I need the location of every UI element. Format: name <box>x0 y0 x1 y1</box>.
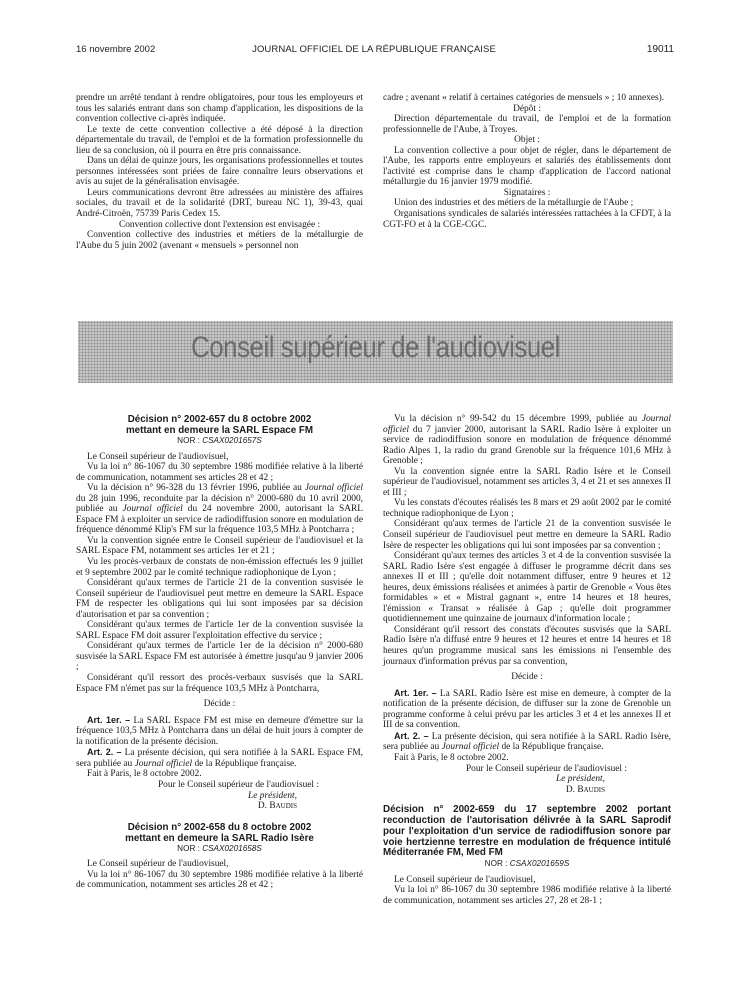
signature-name: D. Baudis <box>257 801 297 812</box>
paragraph: Organisations syndicales de salariés intéressées rattachées à la CFDT, à la CGT-FO et à la CGE-CGC. <box>383 209 671 230</box>
section-banner <box>78 321 673 383</box>
decision-title: Décision n° 2002-657 du 8 octobre 2002 <box>127 414 312 425</box>
decision-title: Décision n° 2002-659 du 17 septembre 2002 portant reconduction de l'autorisation délivrée à la SARL Saprodif pour l'exploitation d'un service de radiodiffusion sonore par voie hertzienne terrestre en modulation de fréquence intitulé Méditerranée FM, Med FM <box>383 804 671 859</box>
paragraph: Considérant qu'aux termes de l'article 21 de la convention susvisée le Conseil supérieur de l'audiovisuel peut mettre en demeure la SARL Radio Isère de respecter les obligations qui lui sont imposées par sa convention ; <box>383 519 671 551</box>
decision-title: mettant en demeure la SARL Radio Isère <box>125 832 314 844</box>
paragraph: Vu la loi n° 86-1067 du 30 septembre 1986 modifiée relative à la liberté de communication, notamment ses articles 27, 28 et 28-1 ; <box>383 885 671 906</box>
paragraph: cadre ; avenant « relatif à certaines catégories de mensuels » ; 10 annexes). <box>383 93 665 103</box>
paragraph: Direction départementale du travail, de l'emploi et de la formation professionnelle de l'Aube, à Troyes. <box>383 114 671 135</box>
article: Art. 2. – La présente décision, qui sera notifiée à la SARL Radio Isère, sera publiée au Journal officiel de la République française. <box>383 730 671 753</box>
signature-title: Le président, <box>248 790 297 801</box>
paragraph: Considérant qu'aux termes des articles 3 et 4 de la convention susvisée la SARL Radio Isère s'est engagée à diffuser le programme décrit dans ses annexes II et III ; qu'elle doit notamment diffuser, entre 9 heures et 12 heures, deux émissions réalisées et animées à partir de Grenoble « Vous êtes formidables » et « Mistral gagnant », entre 14 heures et 18 heures, l'émission « Transat » réalisée à Gap ; qu'elle doit programmer quotidiennement une quinzaine de journaux d'information locale ; <box>383 551 671 625</box>
paragraph: Considérant qu'il ressort des constats d'écoutes susvisés que la SARL Radio Isère n'a diffusé entre 9 heures et 12 heures et entre 14 heures et 18 heures qu'un programme musical sans les émissions ni l'ensemble des journaux d'information prévus par sa convention, <box>383 624 671 667</box>
nor-reference: NOR : CSAX0201658S <box>177 843 262 853</box>
decision-title: mettant en demeure la SARL Espace FM <box>125 425 314 436</box>
paragraph: Convention collective des industries et métiers de la métallurgie de l'Aube du 5 juin 2002 (avenant « mensuels » personnel non <box>76 230 363 251</box>
paragraph: Vu les constats d'écoutes réalisés les 8 mars et 29 août 2002 par le comité technique radiophonique de Lyon ; <box>383 498 671 519</box>
paragraph: Vu les procès-verbaux de constats de non-émission effectués les 9 juillet et 9 septembre 2002 par le comité technique radiophonique de Lyon ; <box>76 557 363 578</box>
paragraph: Le Conseil supérieur de l'audiovisuel, <box>394 874 536 885</box>
signature-name: D. Baudis <box>565 784 605 795</box>
top-left-column <box>76 93 363 251</box>
decide-label: Décide : <box>203 699 236 710</box>
paragraph: Considérant qu'aux termes de l'article 1er de la convention susvisée la SARL Espace FM doit assurer l'exploitation effective du service ; <box>76 620 363 641</box>
paragraph: Vu la convention signée entre la SARL Radio Isère et le Conseil supérieur de l'audiovisuel, notamment ses articles 3, 4 et 21 et ses annexes II et III ; <box>383 466 671 498</box>
paragraph: Convention collective dont l'extension est envisagée : <box>118 219 321 230</box>
article: Art. 1er. – La SARL Radio Isère est mise en demeure, à compter de la notification de la présente décision, de diffuser sur la zone de Grenoble un programme conforme à celui prévu par les articles 3 et 4 et les annexes II et III de sa convention. <box>383 687 671 731</box>
section-label: Objet : <box>514 135 540 146</box>
signature-line: Pour le Conseil supérieur de l'audiovisuel : <box>157 779 319 790</box>
decide-label: Décide : <box>511 672 543 683</box>
paragraph: Fait à Paris, le 8 octobre 2002. <box>87 769 202 780</box>
paragraph: Union des industries et des métiers de la métallurgie de l'Aube ; <box>394 198 634 209</box>
page-number: 19011 <box>646 44 674 55</box>
section-label: Signataires : <box>503 187 551 198</box>
paragraph: Le Conseil supérieur de l'audiovisuel, <box>87 451 229 462</box>
lower-right-column <box>383 414 671 906</box>
section-label: Dépôt : <box>513 103 541 114</box>
lower-left-column <box>76 414 363 891</box>
article: Art. 2. – La présente décision, qui sera notifiée à la SARL Espace FM, sera publiée au Journal officiel de la République française. <box>76 747 364 769</box>
paragraph: Le texte de cette convention collective a été déposé à la direction départementale du travail, de l'emploi et de la formation professionnelle du lieu de sa conclusion, où il pourra en être pris connaissance. <box>76 124 363 156</box>
header-date: 16 novembre 2002 <box>76 44 156 55</box>
paragraph: La convention collective a pour objet de régler, dans le département de l'Aube, les rapports entre employeurs et salariés des établissements dont l'activité est comprise dans le champ d'application de l'accord national métallurgie du 16 janvier 1979 modifié. <box>383 145 671 188</box>
paragraph: Considérant qu'aux termes de l'article 21 de la convention susvisée le Conseil supérieur de l'audiovisuel peut mettre en demeure la SARL Espace FM de respecter les obligations qui lui sont imposées par sa décision d'autorisation et par sa convention ; <box>76 578 363 620</box>
decision-title: Décision n° 2002-658 du 8 octobre 2002 <box>127 821 312 833</box>
journal-title: JOURNAL OFFICIEL DE LA RÉPUBLIQUE FRANÇAISE <box>252 44 496 55</box>
paragraph: Vu la décision n° 96-328 du 13 février 1996, publiée au Journal officiel du 28 juin 1996, reconduite par la décision n° 2000-680 du 10 avril 2000, publiée au Journal officiel du 24 novembre 2000, autorisant la SARL Espace FM à exploiter un service de radiodiffusion sonore en modulation de fréquence dénommé Klip's FM sur la fréquence 103,5 MHz à Pontcharra ; <box>76 483 363 536</box>
section-title: Conseil supérieur de l'audiovisuel <box>191 331 560 364</box>
paragraph: Vu la décision n° 99-542 du 15 décembre 1999, publiée au Journal officiel du 7 janvier 2000, autorisant la SARL Radio Isère à exploiter un service de radiodiffusion sonore en modulation de fréquence dénommé Radio Alpes 1, la radio du grand Grenoble sur la fréquence 101,6 MHz à Grenoble ; <box>383 414 672 467</box>
signature-line: Pour le Conseil supérieur de l'audiovisuel : <box>465 763 627 774</box>
nor-reference: NOR : CSAX0201659S <box>484 859 570 869</box>
paragraph: Vu la loi n° 86-1067 du 30 septembre 1986 modifiée relative à la liberté de communication, notamment ses articles 28 et 42 ; <box>76 462 363 483</box>
paragraph: Vu la convention signée entre le Conseil supérieur de l'audiovisuel et la SARL Espace FM, notamment ses articles 1er et 21 ; <box>76 535 363 557</box>
paragraph: Considérant qu'aux termes de l'article 1er de la décision n° 2000-680 susvisée la SARL Espace FM est autorisée à émettre jusqu'au 9 janvier 2006 ; <box>76 641 363 673</box>
paragraph: prendre un arrêté tendant à rendre obligatoires, pour tous les employeurs et tous les salariés entrant dans son champ d'application, les dispositions de la convention collective ci-après indiquée. <box>76 93 363 125</box>
article: Art. 1er. – La SARL Espace FM est mise en demeure d'émettre sur la fréquence 103,5 MHz à Pontcharra dans un délai de huit jours à compter de la notification de la présente décision. <box>76 714 363 747</box>
paragraph: Le Conseil supérieur de l'audiovisuel, <box>87 859 229 870</box>
paragraph: Dans un délai de quinze jours, les organisations professionnelles et toutes personnes intéressées sont priées de faire connaître leurs observations et avis au sujet de la généralisation envisagée. <box>76 156 363 188</box>
paragraph: Leurs communications devront être adressées au ministère des affaires sociales, du travail et de la solidarité (DRT, bureau NC 1), 39-43, quai André-Citroën, 75739 Paris Cedex 15. <box>76 187 363 220</box>
paragraph: Vu la loi n° 86-1067 du 30 septembre 1986 modifiée relative à la liberté de communication, notamment ses articles 28 et 42 ; <box>76 869 363 891</box>
paragraph: Fait à Paris, le 8 octobre 2002. <box>394 752 509 763</box>
signature-title: Le président, <box>556 774 605 785</box>
nor-reference: NOR : CSAX0201657S <box>177 436 262 445</box>
paragraph: Considérant qu'il ressort des procès-verbaux susvisés que la SARL Espace FM n'émet pas sur la fréquence 103,5 MHz à Pontcharra, <box>76 673 363 694</box>
top-right-column <box>383 93 671 230</box>
